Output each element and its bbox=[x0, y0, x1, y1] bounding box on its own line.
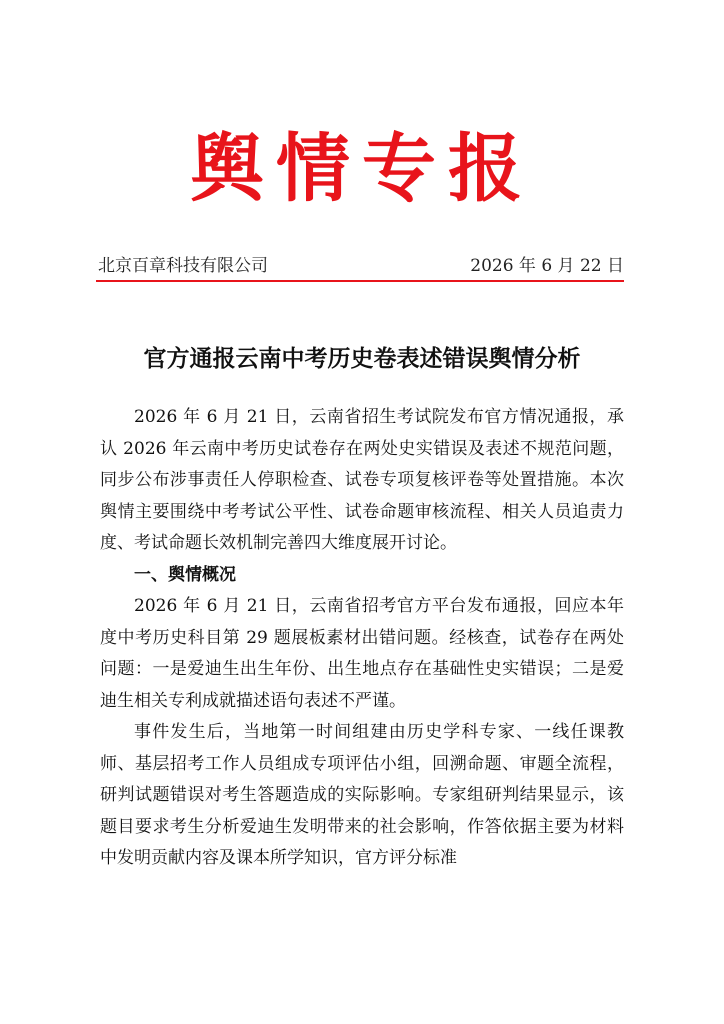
paragraph-response: 事件发生后，当地第一时间组建由历史学科专家、一线任课教师、基层招考工作人员组成专项评估小组，回溯命题、审题全流程，研判试题错误对考生答题造成的实际影响。专家组研判结果显示，该题目要求考生分析爱迪生发明带来的社会影响，作答依据主要为材料中发明贡献内容及课本所学知识，官方评分标准 bbox=[100, 722, 624, 868]
red-divider bbox=[96, 280, 624, 282]
document-body bbox=[100, 402, 624, 875]
paragraph-intro: 2026 年 6 月 21 日，云南省招生考试院发布官方情况通报，承认 2026 年云南中考历史试卷存在两处史实错误及表述不规范问题，同步公布涉事责任人停职检查、试卷专项复核评卷等处置措施。本次舆情主要围绕中考考试公平性、试卷命题审核流程、相关人员追责力度、考试命题长效机制完善四大维度展开讨论。 bbox=[100, 407, 624, 553]
masthead-title: 舆情专报 bbox=[190, 126, 534, 212]
report-date: 2026 年 6 月 22 日 bbox=[470, 256, 624, 276]
document-title: 官方通报云南中考历史卷表述错误舆情分析 bbox=[143, 345, 581, 372]
header-line bbox=[98, 256, 624, 276]
organization-name: 北京百章科技有限公司 bbox=[98, 256, 268, 276]
section-heading: 一、舆情概况 bbox=[134, 564, 236, 585]
paragraph-overview: 2026 年 6 月 21 日，云南省招考官方平台发布通报，回应本年度中考历史科目第 29 题展板素材出错问题。经核查，试卷存在两处问题：一是爱迪生出生年份、出生地点存在基础性史实错误；二是爱迪生相关专利成就描述语句表述不严谨。 bbox=[100, 596, 624, 711]
